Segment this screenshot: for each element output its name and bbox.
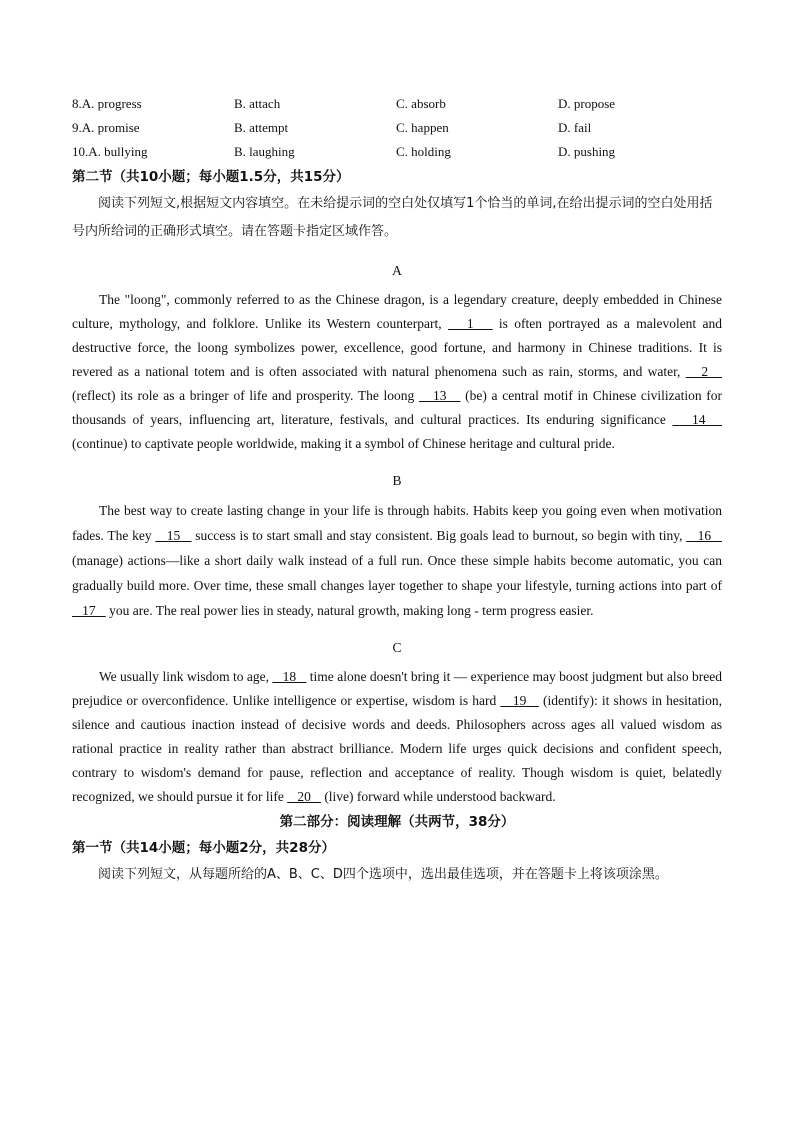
option-b: B. laughing	[234, 144, 295, 159]
option-c: C. holding	[396, 144, 451, 159]
blank-13: 13	[418, 388, 461, 403]
blank-19: 19	[500, 693, 539, 708]
options-block	[72, 92, 722, 164]
blank-18: 18	[272, 669, 307, 684]
option-a: 9.A. promise	[72, 120, 140, 135]
part-heading: 第二部分：阅读理解（共两节，38分）	[279, 814, 515, 830]
section-heading: 第二节（共10小题；每小题1.5分，共15分）	[72, 169, 350, 185]
option-row-8	[72, 92, 722, 116]
section-heading-reading: 第一节（共14小题；每小题2分，共28分）	[72, 840, 335, 856]
passage-letter-a: A	[392, 263, 402, 278]
option-b: B. attach	[234, 96, 281, 111]
document-page	[72, 92, 722, 889]
passage-b: The best way to create lasting change in your life is through habits. Habits keep you going even when motivation fades. The key 15 success is to start small and stay consistent. Big goals lead to burnout, so begin with tiny, 16 (manage) actions—like a short daily walk instead of a full run. Once these simple habits become automatic, you can gradually build more. Over time, these small changes layer together to shape your lifestyle, turning actions into part of 17 you are. The real power lies in steady, natural growth, making long - term progress easier.	[72, 503, 722, 618]
passage-letter-b: B	[392, 473, 402, 488]
option-row-10	[72, 140, 722, 164]
blank-14: 14	[672, 412, 723, 427]
option-c: C. absorb	[396, 96, 446, 111]
blank-1: 1	[447, 316, 493, 331]
passage-letter-c: C	[392, 640, 402, 655]
passage-a: The "loong", commonly referred to as the Chinese dragon, is a legendary creature, deeply embedded in Chinese culture, mythology, and folklore. Unlike its Western counterpart, 1 is often portrayed as a malevolent and destructive force, the loong symbolizes power, excellence, good fortune, and harmony in Chinese traditions. It is revered as a national totem and is often associated with natural phenomena such as rain, storms, and water, 2 (reflect) its role as a bringer of life and prosperity. The loong 13 (be) a central motif in Chinese civilization for thousands of years, influencing art, literature, festivals, and cultural practices. Its enduring significance 14 (continue) to captivate people worldwide, making it a symbol of Chinese heritage and cultural pride.	[72, 292, 723, 451]
option-a: 10.A. bullying	[72, 144, 148, 159]
reading-instructions: 阅读下列短文，从每题所给的A、B、C、D四个选项中，选出最佳选项，并在答题卡上将该项涂黑。	[98, 867, 668, 882]
option-b: B. attempt	[234, 120, 289, 135]
blank-2: 2	[685, 364, 723, 379]
option-c: C. happen	[396, 120, 449, 135]
option-d: D. propose	[558, 96, 616, 111]
section-instructions: 阅读下列短文,根据短文内容填空。在未给提示词的空白处仅填写1个恰当的单词,在给出提示词的空白处用括号内所给词的正确形式填空。请在答题卡指定区域作答。	[72, 196, 713, 239]
option-d: D. fail	[558, 120, 592, 135]
passage-c: We usually link wisdom to age, 18 time alone doesn't bring it — experience may boost judgment but also breed prejudice or overconfidence. Unlike intelligence or expertise, wisdom is hard 19 (identify): it shows in hesitation, silence and cautious inaction instead of decisive words and deeds. Philosophers across ages all valued wisdom as rational practice in reality rather than abstract brilliance. Modern life urges quick decisions and confident speech, contrary to wisdom's demand for pause, reflection and acceptance of reality. Though wisdom is quiet, belatedly recognized, we should pursue it for life 20 (live) forward while understood backward.	[72, 669, 722, 804]
blank-15: 15	[155, 528, 192, 543]
blank-20: 20	[287, 789, 321, 804]
blank-16: 16	[686, 528, 722, 543]
option-row-9	[72, 116, 722, 140]
option-d: D. pushing	[558, 144, 616, 159]
blank-17: 17	[72, 603, 106, 618]
option-a: 8.A. progress	[72, 96, 142, 111]
